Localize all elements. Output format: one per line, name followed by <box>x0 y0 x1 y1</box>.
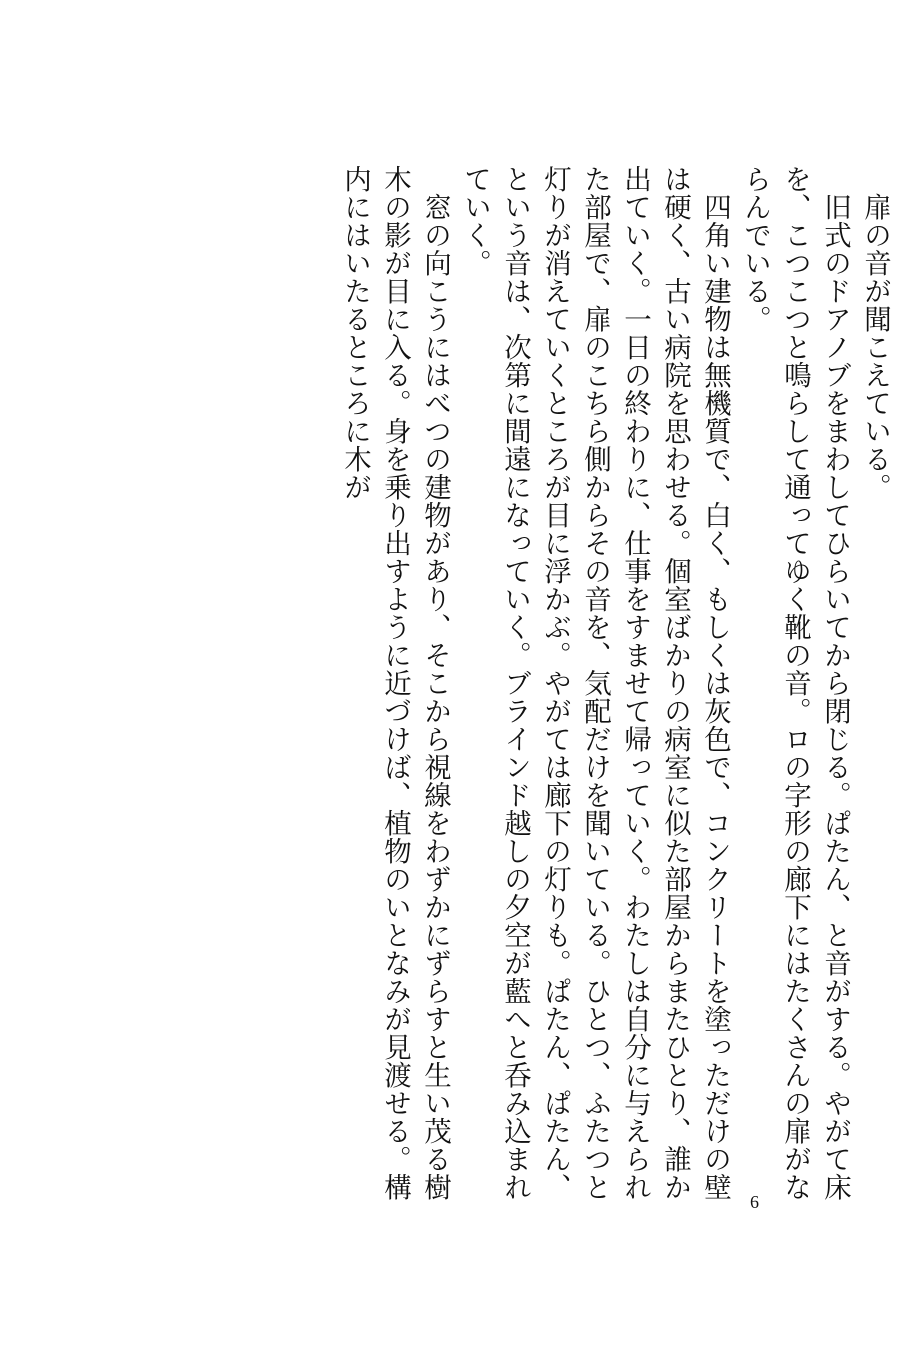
vertical-text-body <box>100 165 895 1205</box>
paragraph: 窓の向こうにはべつの建物があり、そこから視線をわずかにずらすと生い茂る樹木の影が目に入る。身を乗り出すように近づけば、植物のいとなみが見渡せる。構内にはいたるところに木が <box>339 165 451 1201</box>
page-number: 6 <box>750 1192 759 1212</box>
paragraph: 扉の音が聞こえている。 <box>859 192 891 501</box>
paragraph: 旧式のドアノブをまわしてひらいてから閉じる。ぱたん、と音がする。やがて床を、こつこつと鳴らして通ってゆく靴の音。ロの字形の廊下にはたくさんの扉がならんでいる。 <box>739 165 851 1201</box>
paragraph: 四角い建物は無機質で、白く、もしくは灰色で、コンクリートを塗っただけの壁は硬く、古い病院を思わせる。個室ばかりの病室に似た部屋からまたひとり、誰か出ていく。一日の終わりに、仕事をすませて帰っていく。わたしは自分に与えられた部屋で、扉のこちら側からその音を、気配だけを聞いている。ひとつ、ふたつと灯りが消えていくところが目に浮かぶ。やがては廊下の灯りも。ぱたん、ぱたん、という音は、次第に間遠になっていく。ブラインド越しの夕空が藍へと呑み込まれていく。 <box>459 165 731 1201</box>
